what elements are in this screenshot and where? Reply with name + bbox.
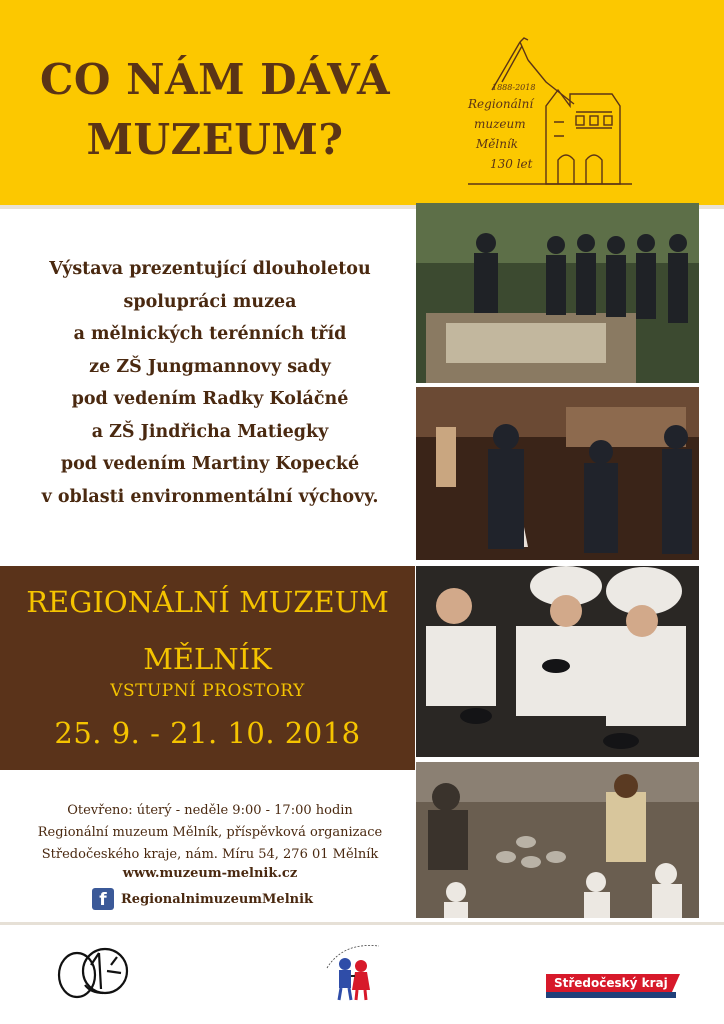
description-line: spolupráci muzea [123,291,297,312]
logo-line-2: muzeum [474,117,526,131]
logo-line-4: 130 let [490,157,533,171]
organization-line-2: Středočeského kraje, nám. Míru 54, 276 01 Mělník [41,847,379,862]
photo-outdoor-class [416,203,699,383]
website-link[interactable]: www.muzeum-melnik.cz [122,866,298,881]
facebook-handle: RegionalnimuzeumMelnik [121,891,314,907]
photo-costumed-children [416,566,699,757]
exhibition-description [20,253,400,513]
museum-name [0,574,415,688]
title-line-2: MUZEUM? [86,115,344,164]
facebook-link[interactable] [92,888,313,910]
exhibition-dates: 25. 9. - 21. 10. 2018 [54,716,361,750]
divider [0,922,724,925]
description-line: a mělnických terénních tříd [73,324,347,344]
description-line: pod vedením Radky Koláčné [71,389,349,409]
children-school-logo-icon [323,938,383,1004]
venue-label: VSTUPNÍ PROSTORY [110,681,305,701]
museum-name-line-1: REGIONÁLNÍ MUZEUM [26,585,389,619]
logo-line-3: Mělník [476,137,519,151]
description-line: v oblasti environmentální výchovy. [41,486,379,507]
description-line: ze ZŠ Jungmannovy sady [89,356,331,377]
description-line: Výstava prezentující dlouholetou [49,259,371,279]
organization-line-1: Regionální muzeum Mělník, příspěvková organizace [37,825,383,840]
title-line-1: CO NÁM DÁVÁ [39,55,391,104]
visitor-info [20,800,400,866]
museum-130-logo [462,32,638,188]
page-title [0,50,430,170]
logo-years: 1888-2018 [492,83,536,92]
opening-hours: Otevřeno: úterý - neděle 9:00 - 17:00 hodin [67,803,353,818]
school-logo-icon [55,943,135,1003]
description-line: pod vedením Martiny Kopecké [60,454,360,474]
kraj-label: Středočeský kraj [554,976,668,990]
photo-museum-interior [416,387,699,560]
museum-name-line-2: MĚLNÍK [143,642,272,676]
description-line: a ZŠ Jindřicha Matiegky [91,421,329,442]
logo-line-1: Regionální [468,97,534,111]
stredocesky-kraj-logo [546,974,680,998]
facebook-icon: f [92,888,114,910]
photo-storytelling [416,762,699,918]
